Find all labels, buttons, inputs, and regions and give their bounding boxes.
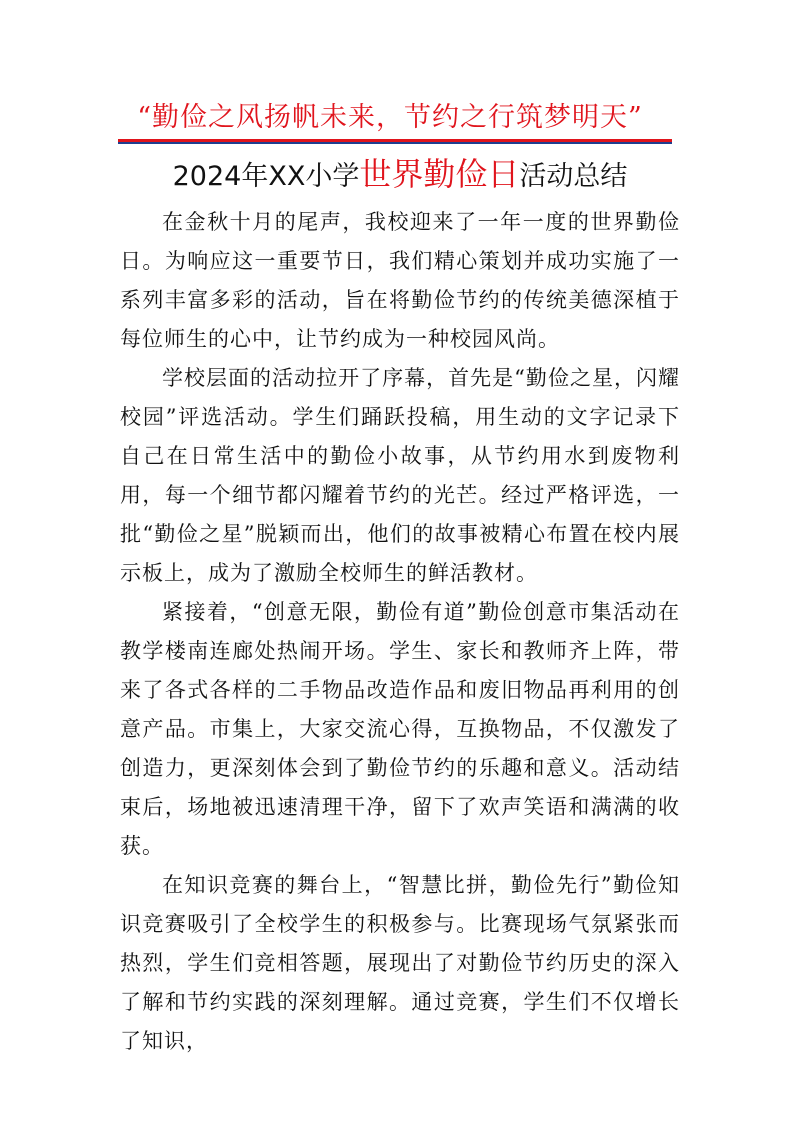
- document-title: [100, 150, 700, 204]
- heading-rule-blue: [118, 142, 672, 144]
- title-highlight: 世界勤俭日: [359, 155, 520, 193]
- paragraph-1: 在金秋十月的尾声，我校迎来了一年一度的世界勤俭日。为响应这一重要节日，我们精心策划并成功实施了一系列丰富多彩的活动，旨在将勤俭节约的传统美德深植于每位师生的心中，让节约成为一种校园风尚。: [120, 210, 680, 351]
- paragraph-4: 在知识竞赛的舞台上，“智慧比拼，勤俭先行”勤俭知识竞赛吸引了全校学生的积极参与。比赛现场气氛紧张而热烈，学生们竞相答题，展现出了对勤俭节约历史的深入了解和节约实践的深刻理解。通过竞赛，学生们不仅增长了知识，: [120, 873, 680, 1053]
- paragraph-3: 紧接着，“创意无限，勤俭有道”勤俭创意市集活动在教学楼南连廊处热闹开场。学生、家长和教师齐上阵，带来了各式各样的二手物品改造作品和废旧物品再利用的创意产品。市集上，大家交流心得，互换物品，不仅激发了创造力，更深刻体会到了勤俭节约的乐趣和意义。活动结束后，场地被迅速清理干净，留下了欢声笑语和满满的收获。: [120, 600, 680, 858]
- title-suffix: 活动总结: [519, 161, 628, 192]
- title-prefix: 2024年XX小学: [172, 161, 360, 192]
- slogan-heading: “勤俭之风扬帆未来，节约之行筑梦明天”: [137, 102, 643, 133]
- document-body: [120, 203, 680, 1061]
- paragraph-2: 学校层面的活动拉开了序幕，首先是“勤俭之星，闪耀校园”评选活动。学生们踊跃投稿，用生动的文字记录下自己在日常生活中的勤俭小故事，从节约用水到废物利用，每一个细节都闪耀着节约的光芒。经过严格评选，一批“勤俭之星”脱颖而出，他们的故事被精心布置在校内展示板上，成为了激励全校师生的鲜活教材。: [120, 366, 680, 585]
